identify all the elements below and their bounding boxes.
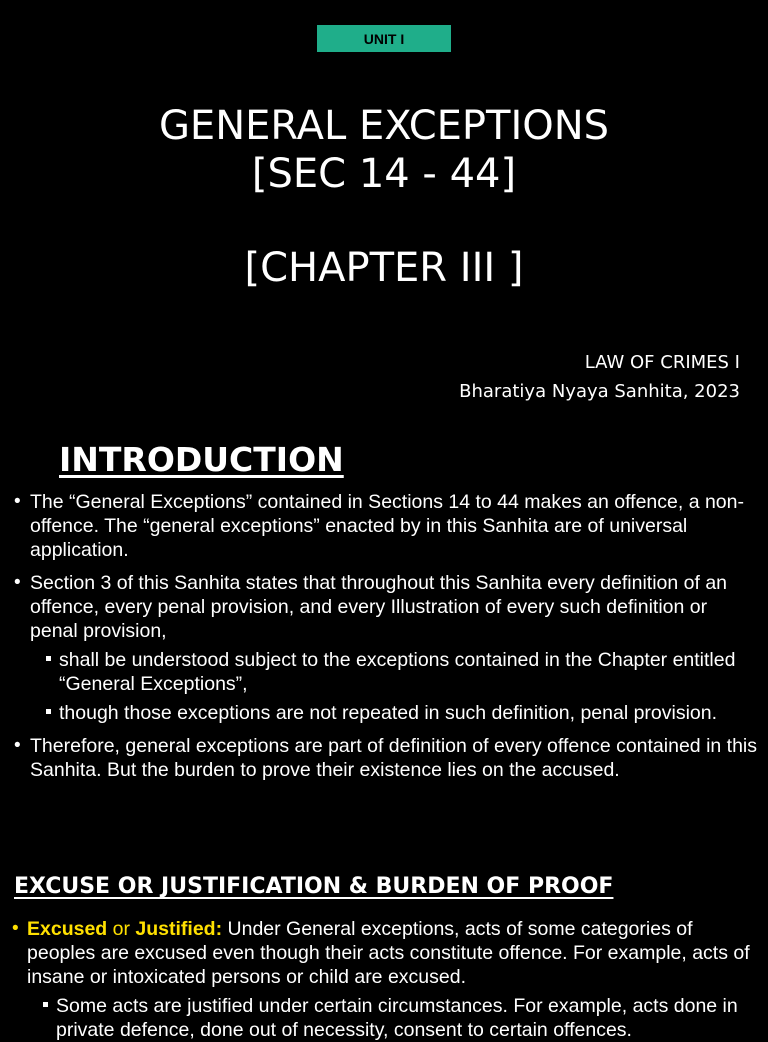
intro-sub-bullet-2: though those exceptions are not repeated in such definition, penal provision. xyxy=(59,701,758,725)
excuse-bullet-1 xyxy=(12,917,760,1042)
intro-bullet-2: • Section 3 of this Sanhita states that throughout this Sanhita every definition of an offence, every penal provision, and every Illustration of every such definition or penal provision, shall be understood subject to the exceptions contained in the Chapter entitled “General Exceptions”, though those exceptions are not repeated in such definition, penal provision. xyxy=(14,571,758,725)
statute-name: Bharatiya Nyaya Sanhita, 2023 xyxy=(459,381,740,402)
title-line-1: GENERAL EXCEPTIONS xyxy=(158,103,610,149)
introduction-bullets xyxy=(14,490,758,791)
term-excused: Excused xyxy=(27,918,108,940)
intro-sub-bullet-1: shall be understood subject to the exceptions contained in the Chapter entitled “General Exceptions”, xyxy=(59,648,758,696)
introduction-heading: INTRODUCTION xyxy=(59,440,344,479)
excuse-bullets xyxy=(12,917,760,1042)
intro-bullet-3: • Therefore, general exceptions are part of definition of every offence contained in this Sanhita. But the burden to prove their existence lies on the accused. xyxy=(14,734,758,782)
title-line-3: [CHAPTER III ] xyxy=(244,245,524,291)
term-justified: Justified: xyxy=(135,918,223,940)
excuse-sub-bullet-1: Some acts are justified under certain circumstances. For example, acts done in private defence, done out of necessity, consent to certain offences. xyxy=(56,994,760,1042)
term-or: or xyxy=(107,918,136,940)
intro-sub-bullets xyxy=(30,648,758,725)
excuse-heading: EXCUSE OR JUSTIFICATION & BURDEN OF PROOF xyxy=(14,874,614,899)
excuse-sub-bullets xyxy=(27,994,760,1042)
excuse-text: Under General exceptions, acts of some categories of peoples are excused even though their acts constitute offence. For example, acts of insane or intoxicated persons or child are excused. xyxy=(27,918,750,988)
course-name: LAW OF CRIMES I xyxy=(584,352,740,373)
title-line-2: [SEC 14 - 44] xyxy=(251,151,517,197)
intro-bullet-1: • The “General Exceptions” contained in Sections 14 to 44 makes an offence, a non-offence. The “general exceptions” enacted by in this Sanhita are of universal application. xyxy=(14,490,758,562)
unit-badge: UNIT I xyxy=(317,25,451,52)
